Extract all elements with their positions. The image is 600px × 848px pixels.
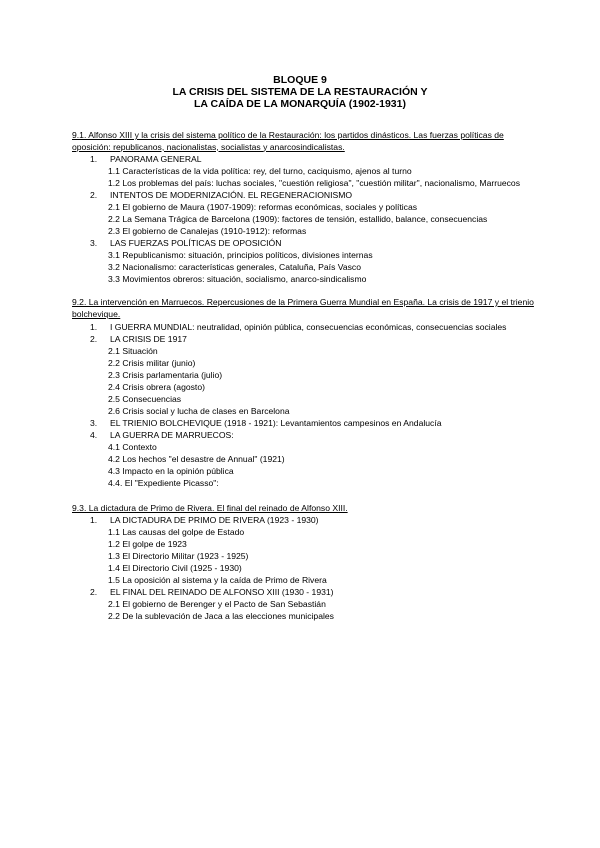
sub-item: 1.5 La oposición al sistema y la caída de Primo de Rivera [108, 575, 327, 585]
sub-item: 2.2 De la sublevación de Jaca a las elecciones municipales [108, 611, 334, 621]
list-item: 1. LA DICTADURA DE PRIMO DE RIVERA (1923 - 1930) [90, 515, 319, 525]
sub-item: 2.1 El gobierno de Maura (1907-1909): reformas económicas, sociales y políticas [108, 202, 418, 212]
sub-item: 4.1 Contexto [108, 442, 157, 452]
sub-item: 2.6 Crisis social y lucha de clases en Barcelona [108, 406, 290, 416]
sub-item: 2.3 El gobierno de Canalejas (1910-1912): reformas [108, 226, 307, 236]
sub-item: 1.4 El Directorio Civil (1925 - 1930) [108, 563, 242, 573]
list-item: 2. EL FINAL DEL REINADO DE ALFONSO XIII (1930 - 1931) [90, 587, 334, 597]
block-number: BLOQUE 9 [273, 74, 327, 86]
list-item: 1. PANORAMA GENERAL [90, 154, 202, 164]
section-heading-9-3: 9.3. La dictadura de Primo de Rivera. El final del reinado de Alfonso XIII. [72, 503, 348, 513]
sub-item: 3.1 Republicanismo: situación, principios políticos, divisiones internas [108, 250, 373, 260]
section-heading-9-2: 9.2. La intervención en Marruecos. Repercusiones de la Primera Guerra Mundial en España. La crisis de 1917 y el trienio bolchevique. [72, 297, 534, 319]
title-line-2: LA CAÍDA DE LA MONARQUÍA (1902-1931) [194, 98, 406, 110]
sub-item: 1.2 El golpe de 1923 [108, 539, 187, 549]
sub-item: 2.5 Consecuencias [108, 394, 182, 404]
sub-item: 2.2 Crisis militar (junio) [108, 358, 196, 368]
list-item: 3. LAS FUERZAS POLÍTICAS DE OPOSICIÓN [90, 238, 282, 248]
list-item: 2. LA CRISIS DE 1917 [90, 334, 187, 344]
sub-item: 1.2 Los problemas del país: luchas sociales, "cuestión religiosa", "cuestión militar", nacionalismo, Marruecos [108, 178, 521, 188]
sub-item: 4.3 Impacto en la opinión pública [108, 466, 234, 476]
sub-item: 1.3 El Directorio Militar (1923 - 1925) [108, 551, 249, 561]
sub-item: 3.2 Nacionalismo: características generales, Cataluña, País Vasco [108, 262, 362, 272]
sub-item: 1.1 Características de la vida política: rey, del turno, caciquismo, ajenos al turno [108, 166, 412, 176]
list-item: 4. LA GUERRA DE MARRUECOS: [90, 430, 234, 440]
sub-item: 4.4. El "Expediente Picasso": [108, 478, 219, 488]
title-line-1: LA CRISIS DEL SISTEMA DE LA RESTAURACIÓN Y [172, 86, 428, 98]
sub-item: 2.1 El gobierno de Berenger y el Pacto de San Sebastián [108, 599, 326, 609]
section-heading-9-1: 9.1. Alfonso XIII y la crisis del sistema político de la Restauración: los partidos dinásticos. Las fuerzas políticas de oposición: republicanos, nacionalistas, socialistas y anarcosindicalistas. [72, 130, 504, 152]
list-item: 2. INTENTOS DE MODERNIZACIÓN. EL REGENERACIONISMO [90, 190, 353, 200]
sub-item: 1.1 Las causas del golpe de Estado [108, 527, 245, 537]
sub-item: 4.2 Los hechos "el desastre de Annual" (1921) [108, 454, 285, 464]
document-title [0, 74, 600, 110]
sub-item: 3.3 Movimientos obreros: situación, socialismo, anarco-sindicalismo [108, 274, 367, 284]
sub-item: 2.4 Crisis obrera (agosto) [108, 382, 205, 392]
list-item: 1. I GUERRA MUNDIAL: neutralidad, opinión pública, consecuencias económicas, consecuencias sociales [90, 322, 507, 332]
list-item: 3. EL TRIENIO BOLCHEVIQUE (1918 - 1921): Levantamientos campesinos en Andalucía [90, 418, 442, 428]
sub-item: 2.3 Crisis parlamentaria (julio) [108, 370, 223, 380]
sub-item: 2.1 Situación [108, 346, 158, 356]
sub-item: 2.2 La Semana Trágica de Barcelona (1909): factores de tensión, estallido, balance, consecuencias [108, 214, 488, 224]
